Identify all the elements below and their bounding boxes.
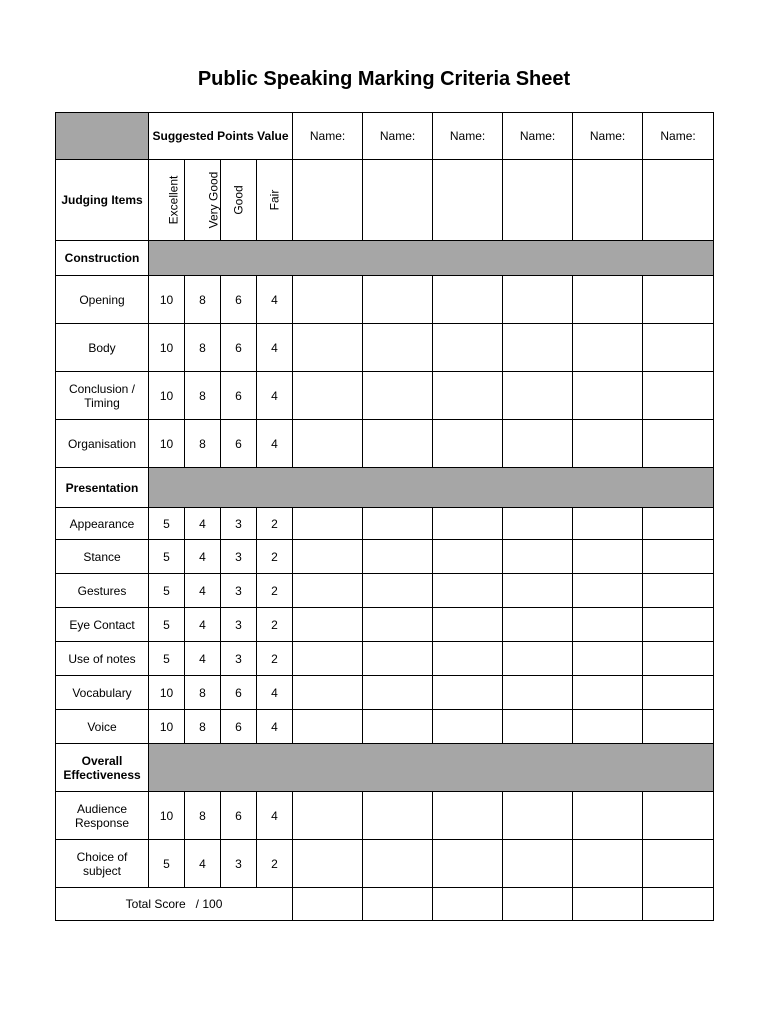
points-value: 10 bbox=[149, 324, 185, 372]
score-cell[interactable] bbox=[293, 840, 363, 888]
score-cell[interactable] bbox=[363, 540, 433, 574]
criteria-label: Audience Response bbox=[56, 792, 149, 840]
header-corner-cell bbox=[56, 113, 149, 160]
level-label: Good bbox=[231, 185, 246, 215]
score-cell[interactable] bbox=[573, 574, 643, 608]
score-cell[interactable] bbox=[293, 324, 363, 372]
points-value: 8 bbox=[185, 792, 221, 840]
score-cell[interactable] bbox=[433, 160, 503, 241]
score-cell[interactable] bbox=[643, 324, 714, 372]
score-cell[interactable] bbox=[643, 540, 714, 574]
score-cell[interactable] bbox=[503, 840, 573, 888]
score-cell[interactable] bbox=[573, 420, 643, 468]
score-cell[interactable] bbox=[503, 420, 573, 468]
points-value: 6 bbox=[221, 324, 257, 372]
score-cell[interactable] bbox=[643, 642, 714, 676]
score-cell[interactable] bbox=[363, 420, 433, 468]
criteria-label: Conclusion / Timing bbox=[56, 372, 149, 420]
level-header-excellent bbox=[149, 160, 185, 241]
points-value: 5 bbox=[149, 540, 185, 574]
criteria-row bbox=[56, 372, 714, 420]
points-value: 3 bbox=[221, 642, 257, 676]
criteria-label: Gestures bbox=[56, 574, 149, 608]
points-value: 4 bbox=[185, 642, 221, 676]
score-cell[interactable] bbox=[503, 608, 573, 642]
score-cell[interactable] bbox=[503, 508, 573, 540]
score-cell[interactable] bbox=[363, 276, 433, 324]
score-cell[interactable] bbox=[573, 792, 643, 840]
points-value: 4 bbox=[185, 574, 221, 608]
total-score-cell[interactable] bbox=[643, 888, 714, 921]
name-header: Name: bbox=[293, 113, 363, 160]
score-cell[interactable] bbox=[363, 160, 433, 241]
score-cell[interactable] bbox=[573, 642, 643, 676]
page-title: Public Speaking Marking Criteria Sheet bbox=[197, 68, 571, 90]
score-cell[interactable] bbox=[573, 276, 643, 324]
score-cell[interactable] bbox=[363, 840, 433, 888]
score-cell[interactable] bbox=[573, 710, 643, 744]
criteria-label: Vocabulary bbox=[56, 676, 149, 710]
total-score-cell[interactable] bbox=[573, 888, 643, 921]
name-header: Name: bbox=[573, 113, 643, 160]
points-value: 4 bbox=[257, 276, 293, 324]
points-value: 5 bbox=[149, 608, 185, 642]
points-value: 3 bbox=[221, 840, 257, 888]
score-cell[interactable] bbox=[363, 676, 433, 710]
points-value: 8 bbox=[185, 372, 221, 420]
total-score-label: Total Score / 100 bbox=[56, 888, 293, 921]
criteria-label: Body bbox=[56, 324, 149, 372]
total-row bbox=[56, 888, 714, 921]
points-value: 8 bbox=[185, 324, 221, 372]
points-value: 10 bbox=[149, 792, 185, 840]
criteria-label: Stance bbox=[56, 540, 149, 574]
score-cell[interactable] bbox=[573, 372, 643, 420]
total-score-cell[interactable] bbox=[363, 888, 433, 921]
criteria-label: Appearance bbox=[56, 508, 149, 540]
score-cell[interactable] bbox=[503, 710, 573, 744]
score-cell[interactable] bbox=[643, 160, 714, 241]
score-cell[interactable] bbox=[503, 540, 573, 574]
section-row bbox=[56, 241, 714, 276]
score-cell[interactable] bbox=[503, 574, 573, 608]
criteria-label: Use of notes bbox=[56, 642, 149, 676]
points-value: 10 bbox=[149, 676, 185, 710]
points-value: 6 bbox=[221, 372, 257, 420]
points-value: 4 bbox=[257, 372, 293, 420]
points-value: 8 bbox=[185, 420, 221, 468]
criteria-row bbox=[56, 508, 714, 540]
header-row bbox=[56, 113, 714, 160]
name-header: Name: bbox=[503, 113, 573, 160]
score-cell[interactable] bbox=[433, 540, 503, 574]
score-cell[interactable] bbox=[503, 642, 573, 676]
score-cell[interactable] bbox=[643, 276, 714, 324]
score-cell[interactable] bbox=[293, 160, 363, 241]
criteria-row bbox=[56, 840, 714, 888]
score-cell[interactable] bbox=[433, 840, 503, 888]
level-header-good bbox=[221, 160, 257, 241]
points-value: 5 bbox=[149, 642, 185, 676]
score-cell[interactable] bbox=[293, 676, 363, 710]
criteria-row bbox=[56, 676, 714, 710]
score-cell[interactable] bbox=[433, 574, 503, 608]
score-cell[interactable] bbox=[503, 276, 573, 324]
points-value: 4 bbox=[257, 710, 293, 744]
score-cell[interactable] bbox=[363, 792, 433, 840]
section-label: Overall Effectiveness bbox=[56, 744, 149, 792]
points-value: 4 bbox=[257, 324, 293, 372]
score-cell[interactable] bbox=[363, 710, 433, 744]
score-cell[interactable] bbox=[573, 840, 643, 888]
criteria-row bbox=[56, 792, 714, 840]
criteria-row bbox=[56, 324, 714, 372]
level-header-row bbox=[56, 160, 714, 241]
points-value: 8 bbox=[185, 276, 221, 324]
criteria-label: Voice bbox=[56, 710, 149, 744]
points-value: 2 bbox=[257, 608, 293, 642]
criteria-label: Eye Contact bbox=[56, 608, 149, 642]
points-value: 5 bbox=[149, 508, 185, 540]
points-value: 4 bbox=[185, 540, 221, 574]
criteria-row bbox=[56, 540, 714, 574]
name-header: Name: bbox=[643, 113, 714, 160]
points-value: 4 bbox=[257, 420, 293, 468]
points-value: 3 bbox=[221, 574, 257, 608]
score-cell[interactable] bbox=[433, 276, 503, 324]
points-value: 10 bbox=[149, 372, 185, 420]
criteria-label: Organisation bbox=[56, 420, 149, 468]
score-cell[interactable] bbox=[503, 792, 573, 840]
score-cell[interactable] bbox=[573, 160, 643, 241]
points-value: 2 bbox=[257, 508, 293, 540]
section-band bbox=[149, 241, 714, 276]
score-cell[interactable] bbox=[573, 324, 643, 372]
level-header-very-good bbox=[185, 160, 221, 241]
score-cell[interactable] bbox=[433, 372, 503, 420]
criteria-row bbox=[56, 276, 714, 324]
points-value: 8 bbox=[185, 710, 221, 744]
score-cell[interactable] bbox=[433, 792, 503, 840]
points-value: 2 bbox=[257, 840, 293, 888]
section-row bbox=[56, 468, 714, 508]
criteria-row bbox=[56, 574, 714, 608]
score-cell[interactable] bbox=[643, 676, 714, 710]
points-value: 6 bbox=[221, 420, 257, 468]
score-cell[interactable] bbox=[293, 710, 363, 744]
points-value: 4 bbox=[185, 508, 221, 540]
points-value: 2 bbox=[257, 574, 293, 608]
points-value: 3 bbox=[221, 540, 257, 574]
score-cell[interactable] bbox=[433, 420, 503, 468]
points-value: 8 bbox=[185, 676, 221, 710]
judging-items-header: Judging Items bbox=[56, 160, 149, 241]
score-cell[interactable] bbox=[293, 276, 363, 324]
criteria-row bbox=[56, 710, 714, 744]
points-value: 4 bbox=[257, 676, 293, 710]
score-cell[interactable] bbox=[363, 372, 433, 420]
score-cell[interactable] bbox=[293, 792, 363, 840]
score-cell[interactable] bbox=[573, 608, 643, 642]
score-cell[interactable] bbox=[643, 840, 714, 888]
score-cell[interactable] bbox=[363, 642, 433, 676]
points-value: 6 bbox=[221, 676, 257, 710]
points-value: 2 bbox=[257, 540, 293, 574]
score-cell[interactable] bbox=[573, 508, 643, 540]
criteria-label: Choice of subject bbox=[56, 840, 149, 888]
name-header: Name: bbox=[433, 113, 503, 160]
points-value: 10 bbox=[149, 276, 185, 324]
score-cell[interactable] bbox=[503, 676, 573, 710]
points-value: 10 bbox=[149, 420, 185, 468]
score-cell[interactable] bbox=[503, 372, 573, 420]
score-cell[interactable] bbox=[573, 540, 643, 574]
score-cell[interactable] bbox=[643, 574, 714, 608]
points-value: 3 bbox=[221, 608, 257, 642]
points-value: 4 bbox=[185, 608, 221, 642]
score-cell[interactable] bbox=[643, 608, 714, 642]
marking-criteria-table bbox=[55, 112, 714, 921]
level-header-fair bbox=[257, 160, 293, 241]
score-cell[interactable] bbox=[433, 608, 503, 642]
score-cell[interactable] bbox=[363, 324, 433, 372]
level-label: Excellent bbox=[166, 175, 181, 225]
total-score-cell[interactable] bbox=[293, 888, 363, 921]
score-cell[interactable] bbox=[363, 574, 433, 608]
score-cell[interactable] bbox=[643, 420, 714, 468]
section-label: Presentation bbox=[56, 468, 149, 508]
score-cell[interactable] bbox=[293, 574, 363, 608]
score-cell[interactable] bbox=[503, 324, 573, 372]
criteria-label: Opening bbox=[56, 276, 149, 324]
score-cell[interactable] bbox=[433, 508, 503, 540]
section-label: Construction bbox=[56, 241, 149, 276]
score-cell[interactable] bbox=[433, 676, 503, 710]
score-cell[interactable] bbox=[643, 508, 714, 540]
score-cell[interactable] bbox=[433, 324, 503, 372]
score-cell[interactable] bbox=[503, 160, 573, 241]
points-value: 5 bbox=[149, 574, 185, 608]
score-cell[interactable] bbox=[643, 710, 714, 744]
section-row bbox=[56, 744, 714, 792]
name-header: Name: bbox=[363, 113, 433, 160]
criteria-row bbox=[56, 608, 714, 642]
level-label: Fair bbox=[267, 189, 282, 211]
suggested-points-header: Suggested Points Value bbox=[149, 113, 293, 160]
total-score-cell[interactable] bbox=[433, 888, 503, 921]
points-value: 4 bbox=[185, 840, 221, 888]
points-value: 4 bbox=[257, 792, 293, 840]
points-value: 5 bbox=[149, 840, 185, 888]
points-value: 6 bbox=[221, 276, 257, 324]
score-cell[interactable] bbox=[433, 710, 503, 744]
criteria-row bbox=[56, 420, 714, 468]
score-cell[interactable] bbox=[293, 508, 363, 540]
score-cell[interactable] bbox=[433, 642, 503, 676]
score-cell[interactable] bbox=[363, 608, 433, 642]
total-score-cell[interactable] bbox=[503, 888, 573, 921]
score-cell[interactable] bbox=[293, 420, 363, 468]
score-cell[interactable] bbox=[573, 676, 643, 710]
criteria-row bbox=[56, 642, 714, 676]
score-cell[interactable] bbox=[643, 372, 714, 420]
level-label: Very Good bbox=[206, 171, 221, 229]
score-cell[interactable] bbox=[643, 792, 714, 840]
score-cell[interactable] bbox=[293, 540, 363, 574]
score-cell[interactable] bbox=[293, 372, 363, 420]
score-cell[interactable] bbox=[363, 508, 433, 540]
points-value: 2 bbox=[257, 642, 293, 676]
score-cell[interactable] bbox=[293, 608, 363, 642]
score-cell[interactable] bbox=[293, 642, 363, 676]
section-band bbox=[149, 468, 714, 508]
points-value: 3 bbox=[221, 508, 257, 540]
section-band bbox=[149, 744, 714, 792]
points-value: 10 bbox=[149, 710, 185, 744]
points-value: 6 bbox=[221, 710, 257, 744]
points-value: 6 bbox=[221, 792, 257, 840]
